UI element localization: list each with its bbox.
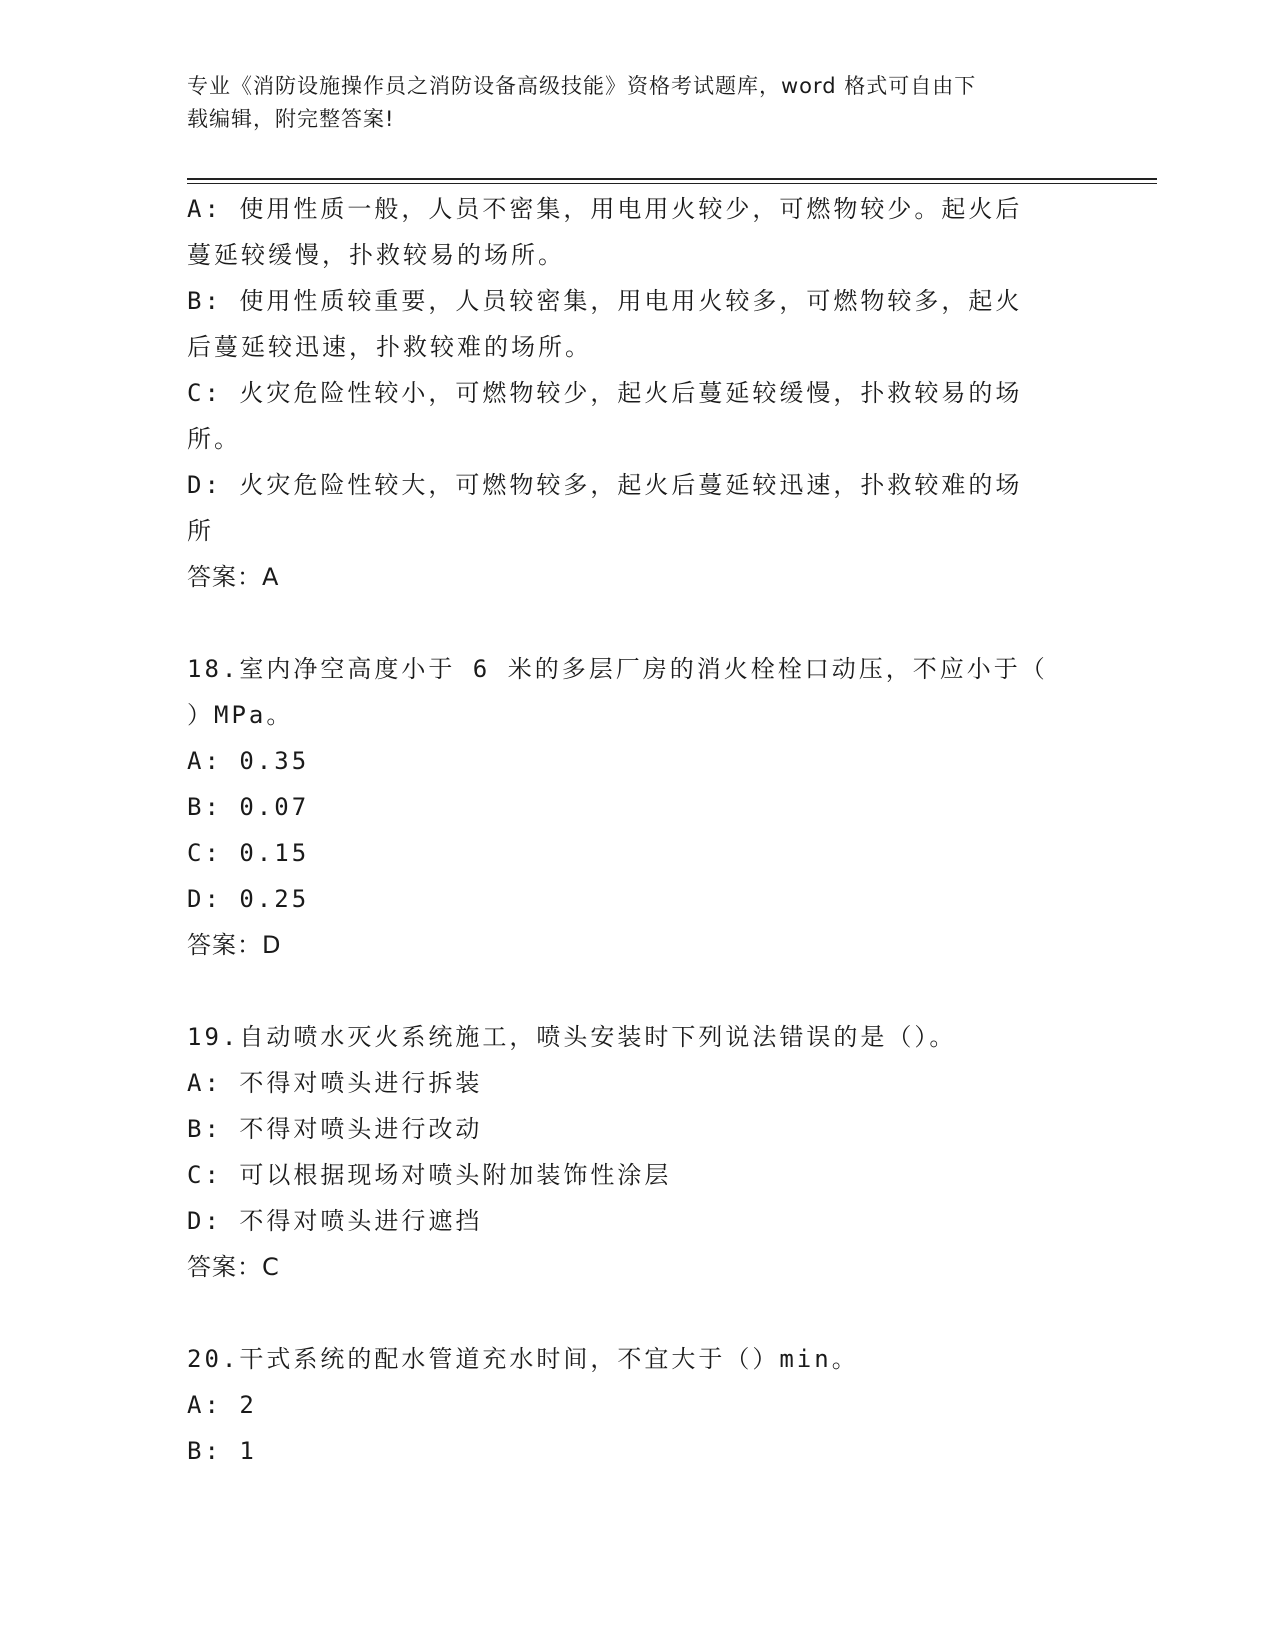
question-stem: 20.干式系统的配水管道充水时间，不宜大于（）min。	[187, 1345, 859, 1373]
question-block-19	[187, 1014, 1087, 1290]
option-d-line-1: D: 火灾危险性较大，可燃物较多，起火后蔓延较迅速，扑救较难的场	[187, 471, 1023, 499]
option-b-line-2: 后蔓延较迅速，扑救较难的场所。	[187, 333, 592, 361]
answer-line: 答案：C	[187, 1253, 280, 1281]
spacer	[187, 1290, 1087, 1336]
header-line-1: 专业《消防设施操作员之消防设备高级技能》资格考试题库，word 格式可自由下	[187, 74, 977, 98]
question-stem-line-2: ）MPa。	[187, 701, 294, 729]
header-divider-thick	[187, 178, 1157, 180]
spacer	[187, 968, 1087, 1014]
answer-line: 答案：A	[187, 563, 280, 591]
option-b: B: 0.07	[187, 793, 310, 821]
question-stem: 19.自动喷水灭火系统施工，喷头安装时下列说法错误的是（）。	[187, 1023, 957, 1051]
option-a-line-2: 蔓延较缓慢，扑救较易的场所。	[187, 241, 565, 269]
document-header	[187, 70, 1087, 136]
option-d: D: 0.25	[187, 885, 310, 913]
question-block-20	[187, 1336, 1087, 1474]
spacer	[187, 600, 1087, 646]
question-content	[187, 186, 1087, 1474]
header-divider-thin	[187, 183, 1157, 184]
option-a-line-1: A: 使用性质一般，人员不密集，用电用火较少，可燃物较少。起火后	[187, 195, 1023, 223]
option-b-line-1: B: 使用性质较重要，人员较密集，用电用火较多，可燃物较多，起火	[187, 287, 1023, 315]
option-c-line-1: C: 火灾危险性较小，可燃物较少，起火后蔓延较缓慢，扑救较易的场	[187, 379, 1023, 407]
question-stem-line-1: 18.室内净空高度小于 6 米的多层厂房的消火栓栓口动压，不应小于（	[187, 655, 1048, 683]
option-a: A: 0.35	[187, 747, 310, 775]
option-c: C: 可以根据现场对喷头附加装饰性涂层	[187, 1161, 672, 1189]
option-a: A: 不得对喷头进行拆装	[187, 1069, 483, 1097]
option-b: B: 不得对喷头进行改动	[187, 1115, 483, 1143]
option-d: D: 不得对喷头进行遮挡	[187, 1207, 483, 1235]
answer-line: 答案：D	[187, 931, 282, 959]
question-block-18	[187, 646, 1087, 968]
option-b: B: 1	[187, 1437, 257, 1465]
header-line-2: 载编辑，附完整答案!	[187, 107, 395, 131]
option-c: C: 0.15	[187, 839, 310, 867]
option-c-line-2: 所。	[187, 425, 241, 453]
option-d-line-2: 所	[187, 517, 214, 545]
option-a: A: 2	[187, 1391, 257, 1419]
question-block-17	[187, 186, 1087, 600]
